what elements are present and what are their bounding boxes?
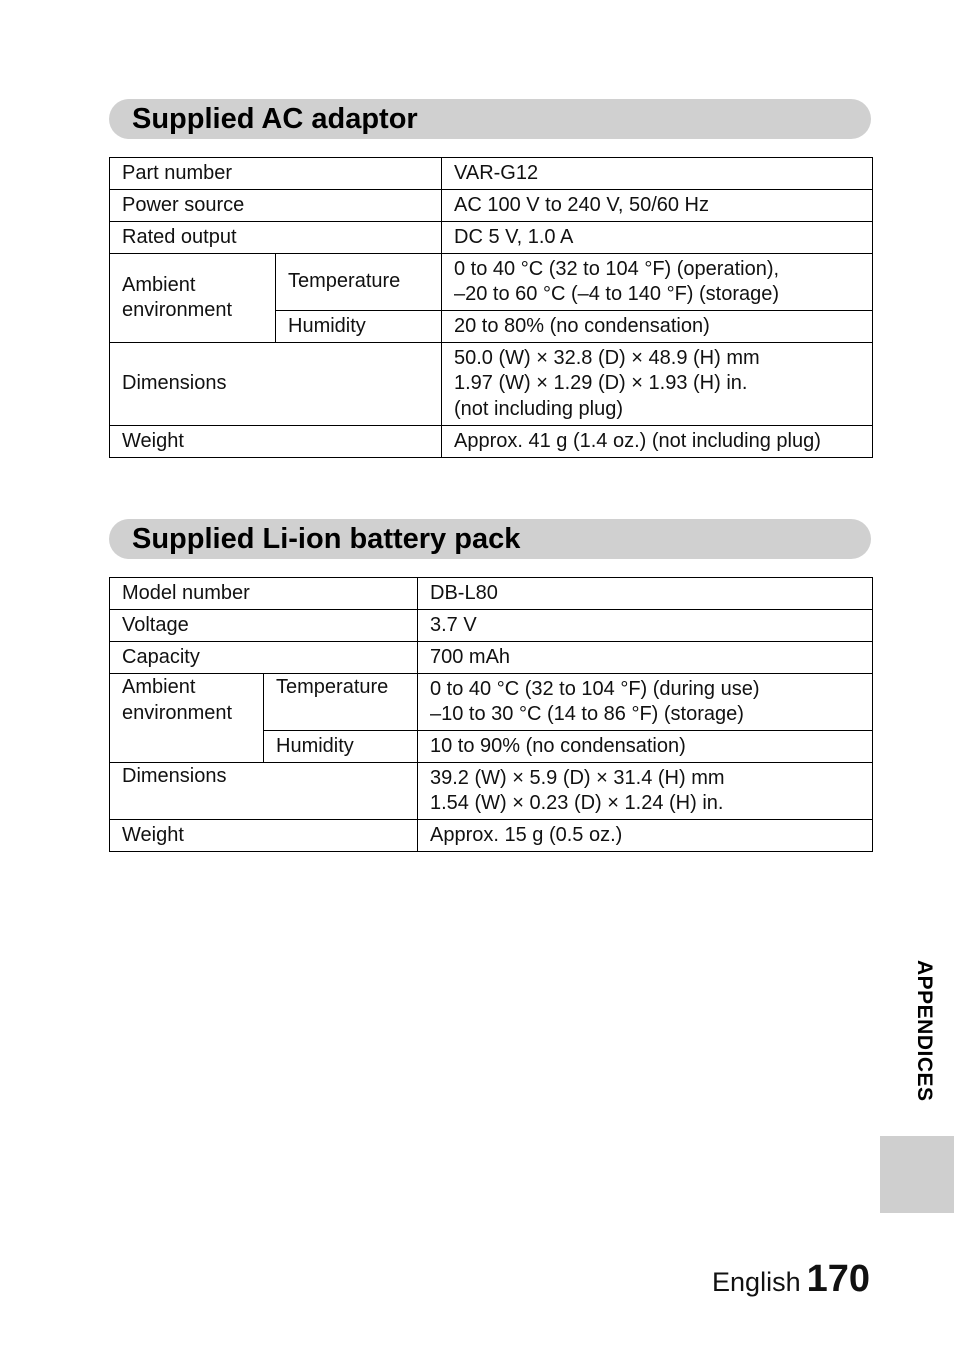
ambient-label-line: Ambient [122, 676, 196, 698]
table-row [110, 222, 873, 254]
section-header-ac-adaptor [109, 99, 871, 139]
spec-label: Weight [110, 426, 442, 458]
section-header-battery-pack [109, 519, 871, 559]
table-row [110, 610, 873, 642]
value-line: 0 to 40 °C (32 to 104 °F) (during use) [430, 677, 760, 700]
spec-label: Dimensions [110, 343, 442, 426]
table-row [110, 254, 873, 311]
side-tab-label: APPENDICES [913, 960, 936, 1102]
spec-sublabel: Humidity [276, 311, 442, 343]
value-line: 1.54 (W) × 0.23 (D) × 1.24 (H) in. [430, 792, 724, 814]
spec-label: Voltage [110, 610, 418, 642]
spec-value: VAR-G12 [442, 158, 873, 190]
spec-value-dimensions [442, 343, 873, 426]
table-row [110, 642, 873, 674]
spec-value: 20 to 80% (no condensation) [442, 311, 873, 343]
battery-pack-spec-table [109, 577, 873, 852]
spec-value: DC 5 V, 1.0 A [442, 222, 873, 254]
spec-value: Approx. 15 g (0.5 oz.) [418, 820, 873, 852]
value-line: –10 to 30 °C (14 to 86 °F) (storage) [430, 703, 744, 725]
spec-label: Part number [110, 158, 442, 190]
spec-label: Weight [110, 820, 418, 852]
value-line: 0 to 40 °C (32 to 104 °F) (operation), [454, 257, 780, 280]
table-row [110, 158, 873, 190]
page-footer [712, 1258, 870, 1301]
spec-value-temperature [418, 674, 873, 731]
spec-value-dimensions [418, 763, 873, 820]
spec-label: Model number [110, 578, 418, 610]
spec-value: 3.7 V [418, 610, 873, 642]
spec-label: Capacity [110, 642, 418, 674]
spec-label: Rated output [110, 222, 442, 254]
table-row [110, 190, 873, 222]
footer-language: English [712, 1267, 801, 1297]
value-line: –20 to 60 °C (–4 to 140 °F) (storage) [454, 283, 780, 305]
table-row [110, 674, 873, 731]
ambient-label-line: environment [122, 701, 233, 724]
spec-value: AC 100 V to 240 V, 50/60 Hz [442, 190, 873, 222]
spec-value: 700 mAh [418, 642, 873, 674]
spec-label-ambient [110, 254, 276, 343]
spec-value: Approx. 41 g (1.4 oz.) (not including plug) [442, 426, 873, 458]
section-title-battery-pack: Supplied Li-ion battery pack [132, 523, 521, 555]
ambient-label-line: Ambient [122, 273, 196, 296]
section-title-ac-adaptor: Supplied AC adaptor [132, 103, 418, 135]
page-number: 170 [806, 1258, 870, 1300]
value-line: 1.97 (W) × 1.29 (D) × 1.93 (H) in. [454, 372, 748, 395]
ac-adaptor-spec-table [109, 157, 873, 458]
table-row [110, 763, 873, 820]
value-line: 39.2 (W) × 5.9 (D) × 31.4 (H) mm [430, 766, 725, 789]
table-row [110, 578, 873, 610]
spec-value: 10 to 90% (no condensation) [418, 731, 873, 763]
value-line: (not including plug) [454, 397, 623, 420]
table-row [110, 426, 873, 458]
spec-value: DB-L80 [418, 578, 873, 610]
table-row [110, 820, 873, 852]
spec-sublabel: Temperature [264, 674, 418, 731]
spec-sublabel: Humidity [264, 731, 418, 763]
table-row [110, 343, 873, 426]
spec-value-temperature [442, 254, 873, 311]
spec-sublabel: Temperature [276, 254, 442, 311]
spec-label-ambient [110, 674, 264, 763]
side-tab-marker [880, 1136, 954, 1213]
value-line: 50.0 (W) × 32.8 (D) × 48.9 (H) mm [454, 346, 760, 369]
spec-label: Power source [110, 190, 442, 222]
ambient-label-line: environment [122, 299, 233, 321]
spec-label: Dimensions [110, 763, 418, 820]
